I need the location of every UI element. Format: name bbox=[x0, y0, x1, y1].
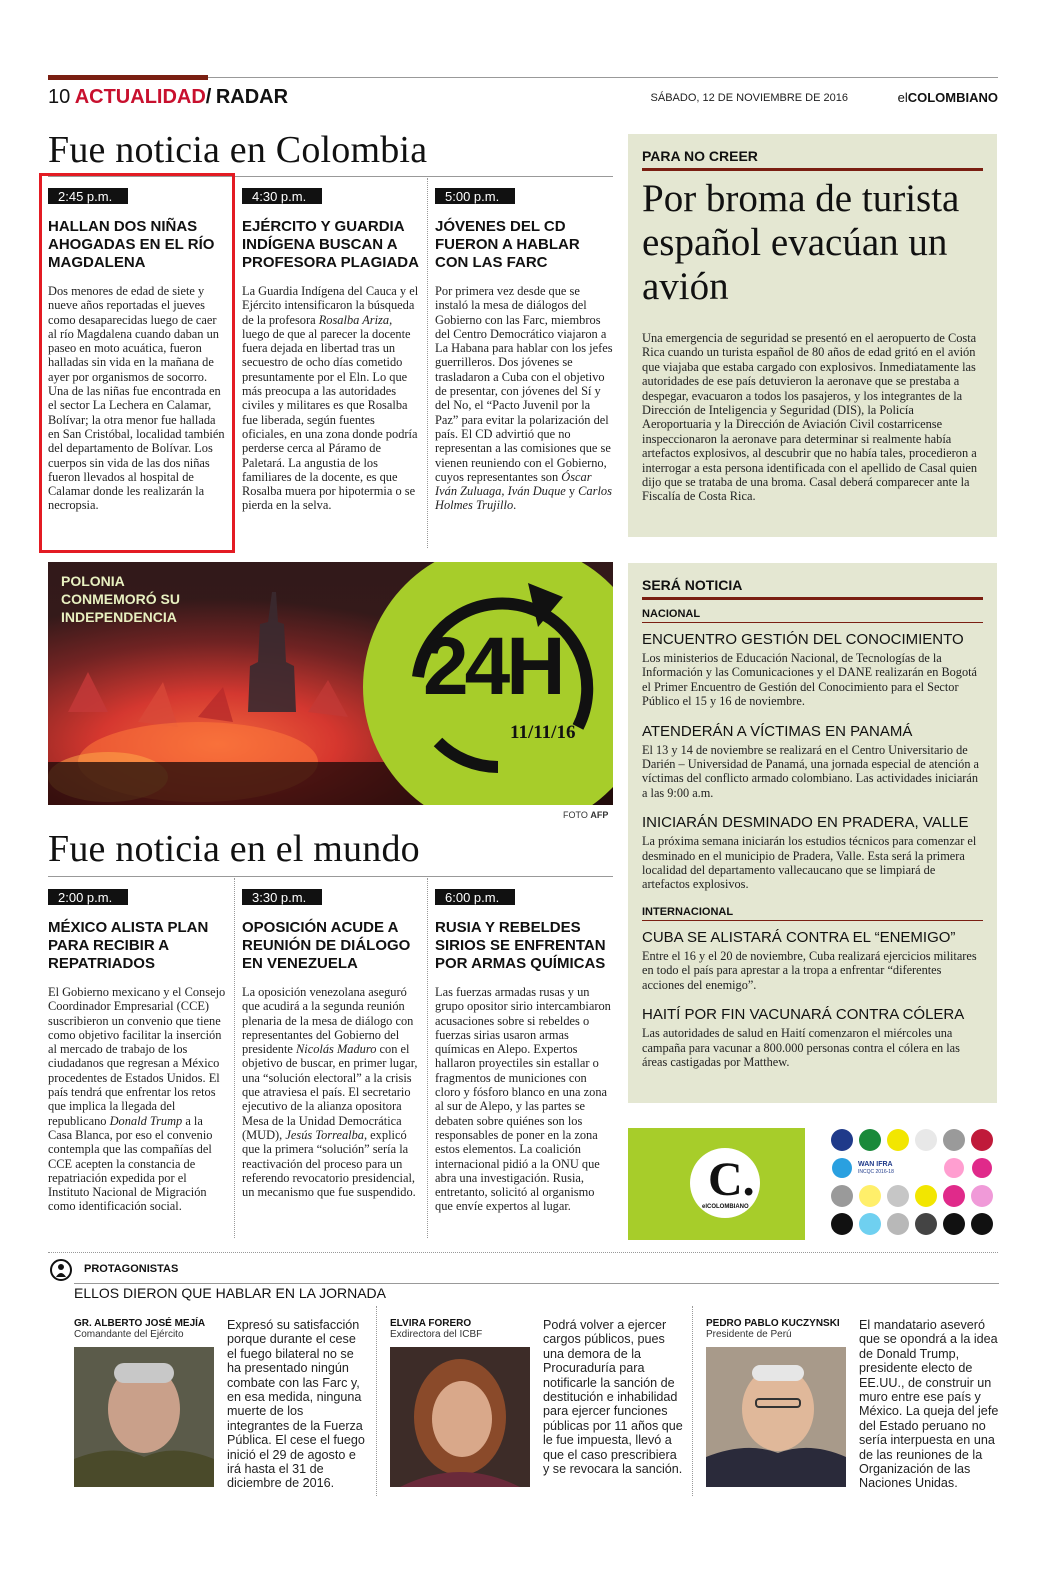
para-no-creer-label: PARA NO CREER bbox=[642, 148, 758, 164]
person-name: Jesús Torrealba bbox=[285, 1127, 364, 1142]
agenda-body: El 13 y 14 de noviembre se realizará en el Centro Universitario de Darién – Universidad de Panamá, una jornada especial de atención a víctimas del conflicto armado colombiano. Las actividades iniciarán a las 9:00 a.m. bbox=[642, 742, 979, 800]
protagonist-1[interactable] bbox=[74, 1318, 219, 1340]
logo-letter: C. bbox=[708, 1153, 755, 1206]
story-body: Las fuerzas armadas rusas y un grupo opositor sirio intercambiaron acusaciones sobre si rebeldes o fuerzas sirias usaron armas químicas en Alepo. Expertos hallaron proyectiles sin estallar o fragmentos de municiones con cloro y fósforo blanco en una zona al sur de Alepo, y las partes se debaten sobre quiénes son los responsables de poner en la zona estos elementos. La coalición internacional pidió a la ONU que abra una investigación. Rusia, entretanto, solicitó al organismo que envíe expertos al lugar. bbox=[435, 985, 611, 1214]
sera-noticia-label: SERÁ NOTICIA bbox=[642, 577, 743, 593]
brand-logo[interactable]: elCOLOMBIANO bbox=[897, 90, 998, 105]
story-body: La Guardia Indígena del Cauca y el Ejército intensificaron la búsqueda de la profesora Rosalba Ariza, luego de que al parecer la docente fuera dejada en libertad tras un secuestro de ocho días cometido presuntamente por el Eln. Lo que más preocupa a las autoridades civiles y militares es que Rosalba fue liberada, según fuentes oficiales, en una zona donde podría perderse cerca al Páramo de Paletará. La angustia de los familiares de la docente, es que Rosalba muera por hipotermia o se pierda en la selva. bbox=[242, 284, 419, 513]
colombia-story-2[interactable] bbox=[242, 188, 420, 513]
agenda-item[interactable] bbox=[642, 631, 983, 709]
agenda-headline[interactable]: INICIARÁN DESMINADO EN PRADERA, VALLE bbox=[642, 814, 969, 832]
time-strip bbox=[435, 889, 613, 907]
color-calibration-bar bbox=[828, 1128, 998, 1240]
person-icon bbox=[50, 1259, 72, 1281]
protagonist-name[interactable]: ELVIRA FORERO bbox=[390, 1318, 472, 1329]
protagonistas-rule bbox=[74, 1283, 999, 1284]
story-headline[interactable]: JÓVENES DEL CD FUERON A HABLAR CON LAS FARC bbox=[435, 218, 580, 271]
cmyk-dots-icon bbox=[828, 1128, 998, 1240]
badge-date: 11/11/16 bbox=[510, 722, 576, 743]
label-rule bbox=[642, 168, 983, 171]
mundo-story-3[interactable] bbox=[435, 889, 613, 1214]
agenda-body: Los ministerios de Educación Nacional, de Tecnologías de la Información y las Comunicaciones y el DANE realizarán en Bogotá el Primer Encuentro de Gestión del Conocimiento para el Sector Público el 15 y 16 de noviembre. bbox=[642, 651, 977, 709]
mundo-story-1[interactable] bbox=[48, 889, 228, 1214]
24h-badge: 24H bbox=[423, 621, 562, 712]
protagonist-role: Presidente de Perú bbox=[706, 1329, 792, 1340]
protagonistas-top-rule bbox=[48, 1252, 998, 1253]
agenda-item[interactable] bbox=[642, 723, 983, 801]
protagonist-role: Exdirectora del ICBF bbox=[390, 1329, 483, 1340]
protagonist-quote: El mandatario aseveró que se opondrá a la idea de Donald Trump, presidente electo de EE.UU., de construir un muro entre ese país y México. La queja del jefe del Estado peruano no sería interpuesta en una de las reuniones de la Organización de las Naciones Unidas. bbox=[859, 1318, 999, 1491]
page-number: 10 bbox=[48, 86, 71, 108]
agenda-item[interactable] bbox=[642, 814, 983, 892]
person-name: Rosalba Ariza bbox=[318, 312, 390, 327]
story-body: La oposición venezolana aseguró que acudirá a la segunda reunión plenaria de la mesa de diálogo con representantes del Gobierno del presidente Nicolás Maduro con el objetivo de buscar, en primer lugar, una “solución electoral” a la crisis que atraviesa el país. El secretario ejecutivo de la alianza opositora Mesa de la Unidad Democrática (MUD), Jesús Torrealba, explicó que la primera “solución” sería la reactivación del proceso para un referendo revocatorio presidencial, un mecanismo que fue suspendido. bbox=[242, 985, 418, 1200]
portrait-general-image bbox=[74, 1347, 214, 1487]
logo-small-text: elCOLOMBIANO bbox=[702, 1204, 749, 1210]
column-divider bbox=[376, 1306, 377, 1496]
story-headline[interactable]: MÉXICO ALISTA PLAN PARA RECIBIR A REPATRIADOS bbox=[48, 919, 209, 972]
mundo-rule bbox=[48, 876, 613, 877]
agenda-headline[interactable]: HAITÍ POR FIN VACUNARÁ CONTRA CÓLERA bbox=[642, 1006, 965, 1024]
photo-credit: FOTO AFP bbox=[563, 810, 609, 820]
column-divider bbox=[234, 878, 235, 1238]
story-time: 2:00 p.m. bbox=[48, 889, 128, 905]
issue-date: SÁBADO, 12 DE NOVIEMBRE DE 2016 bbox=[650, 92, 848, 104]
sera-noticia-box bbox=[628, 563, 997, 1103]
protagonist-role: Comandante del Ejército bbox=[74, 1329, 184, 1340]
agenda-body: Las autoridades de salud en Haití comenzaron el miércoles una campaña para vacunar a 800.000 personas contra el cólera en las áreas castigadas por Matthew. bbox=[642, 1026, 960, 1069]
colombia-story-3[interactable] bbox=[435, 188, 613, 513]
para-no-creer-title[interactable]: Por broma de turista español evacúan un avión bbox=[642, 177, 960, 308]
story-time: 6:00 p.m. bbox=[435, 889, 515, 905]
protagonistas-label: PROTAGONISTAS bbox=[84, 1263, 179, 1275]
person-name: Carlos Holmes Trujillo bbox=[435, 484, 612, 513]
story-time: 3:30 p.m. bbox=[242, 889, 322, 905]
person-name: Nicolás Maduro bbox=[296, 1042, 377, 1057]
story-time: 2:45 p.m. bbox=[48, 188, 128, 204]
story-headline[interactable]: RUSIA Y REBELDES SIRIOS SE ENFRENTAN POR ARMAS QUÍMICAS bbox=[435, 919, 606, 972]
top-rule bbox=[48, 77, 998, 78]
protagonist-2[interactable] bbox=[390, 1318, 535, 1340]
portrait-president-image bbox=[706, 1347, 846, 1487]
protagonist-quote: Podrá volver a ejercer cargos públicos, pues una demora de la Procuraduría para notificarle la sanción de destitución e inhabilidad para ejercer funciones públicas por 11 años que le fue impuesta, llevó a que el caso prescribiera y se revocara la sanción. bbox=[543, 1318, 683, 1477]
agenda-item[interactable] bbox=[642, 929, 983, 992]
agenda-headline[interactable]: ENCUENTRO GESTIÓN DEL CONOCIMIENTO bbox=[642, 631, 964, 648]
section-separator: / bbox=[205, 86, 212, 108]
agenda-body: Entre el 16 y el 20 de noviembre, Cuba realizará ejercicios militares en todo el país para aprestar a la tropa a enfrentar “diferentes acciones del enemigo”. bbox=[642, 948, 977, 992]
polonia-photo[interactable] bbox=[48, 562, 613, 805]
story-headline[interactable]: OPOSICIÓN ACUDE A REUNIÓN DE DIÁLOGO EN VENEZUELA bbox=[242, 919, 411, 972]
story-body: El Gobierno mexicano y el Consejo Coordinador Empresarial (CCE) suscribieron un convenio que tiene como objetivo facilitar la inserción al mercado de trabajo de los ciudadanos que regresan a México procedentes de Estados Unidos. El país tendrá que enfrentar los retos que implica la llegada del republicano Donald Trump a la Casa Blanca, por eso el convenio contempla que las compañías del CCE acepten la constancia de repatriación expedida por el Instituto Nacional de Migración como identificación social. bbox=[48, 985, 226, 1214]
subsection-name[interactable]: RADAR bbox=[215, 86, 289, 108]
nacional-label: NACIONAL bbox=[642, 608, 983, 623]
internacional-label: INTERNACIONAL bbox=[642, 906, 983, 921]
column-divider bbox=[427, 878, 428, 1238]
time-strip bbox=[242, 188, 420, 206]
story-headline[interactable]: EJÉRCITO Y GUARDIA INDÍGENA BUSCAN A PROFESORA PLAGIADA bbox=[242, 218, 419, 271]
agenda-headline[interactable]: CUBA SE ALISTARÁ CONTRA EL “ENEMIGO” bbox=[642, 928, 956, 946]
protagonist-name[interactable]: PEDRO PABLO KUCZYNSKI bbox=[706, 1318, 840, 1329]
section-name[interactable]: ACTUALIDAD bbox=[74, 86, 206, 108]
agenda-body: La próxima semana iniciarán los estudios técnicos para comenzar el desminado en el municipio de Pradera, Valle. Esta será la primera localidad del departamento vallecaucano que se limpiará de artefactos explosivos. bbox=[642, 834, 977, 892]
agenda-item[interactable] bbox=[642, 1006, 983, 1069]
protagonist-quote: Expresó su satisfacción porque durante el cese el fuego bilateral no se ha presentado ningún combate con las Farc y, en esa medida, ninguna muerte de los integrantes de la Fuerza Pública. El cese el fuego inició el 29 de agosto e irá hasta el 31 de diciembre de 2016. bbox=[227, 1318, 365, 1491]
story-headline[interactable]: HALLAN DOS NIÑAS AHOGADAS EN EL RÍO MAGDALENA bbox=[48, 218, 215, 271]
label-rule bbox=[642, 597, 983, 600]
column-divider bbox=[427, 178, 428, 548]
story-time: 4:30 p.m. bbox=[242, 188, 322, 204]
protagonist-photo-1 bbox=[74, 1347, 214, 1487]
wan-ifra-mark: WAN IFRA INCQC 2016-18 bbox=[858, 1161, 894, 1175]
page-header bbox=[48, 86, 998, 114]
brand-logo-box[interactable] bbox=[628, 1128, 805, 1240]
column-divider bbox=[692, 1306, 693, 1496]
protagonistas-subtitle: ELLOS DIERON QUE HABLAR EN LA JORNADA bbox=[74, 1285, 386, 1301]
mundo-story-2[interactable] bbox=[242, 889, 420, 1199]
protagonist-3[interactable] bbox=[706, 1318, 851, 1340]
para-no-creer-body: Una emergencia de seguridad se presentó en el aeropuerto de Costa Rica cuando un turista español de 80 años de edad gritó en el avión que viajaba que estaba cargado con explosivos. Inmediatamente las autoridades de ese país detuvieron la aeronave que se prestaba a despegar, evacuaron a todos los pasajeros, y los integrantes de la Dirección de Inteligencia y Seguridad (DIS), la Policía Aeroportuaria y la Dirección de Aviación Civil costarricense inspeccionaron la aeronave para determinar si realmente había artefactos explosivos, al descubrir que no había tales, procedieron a interrogar a esta persona identificada con el apellido de Casal quien dijo que se trataba de una broma. Casal deberá comparecer ante la Fiscalía de Costa Rica. bbox=[642, 331, 978, 504]
colombia-title: Fue noticia en Colombia bbox=[48, 129, 428, 171]
story-body: Dos menores de edad de siete y nueve años reportadas el jueves como desaparecidas luego de caer al río Magdalena cuando daban un paseo en moto acuática, fueron halladas sin vida en la mañana de ayer por organismos de socorro. Una de las niñas fue encontrada en el sector La Lechera en Calamar, Bolívar; la otra menor fue hallada en San Cristóbal, localidad también del departamento de Bolívar. Los cuerpos sin vida de las dos niñas fueron llevados al hospital de Calamar donde les realizarán la necropsia. bbox=[48, 284, 225, 513]
story-body: Por primera vez desde que se instaló la mesa de diálogos del Gobierno con las Farc, miembros del Centro Democrático viajaron a La Habana para hablar con los jefes guerrilleros. Dos jóvenes se trasladaron a Cuba con el objetivo de presentar, con jóvenes del Sí y del No, el “Pacto Juvenil por la Paz” para evitar la polarización del país. El CD advirtió que no representan a las comisiones que se vienen reuniendo con el Gobierno, cuyos representantes son Óscar Iván Zuluaga, Iván Duque y Carlos Holmes Trujillo. bbox=[435, 284, 613, 513]
highlight-frame bbox=[39, 173, 235, 553]
agenda-headline[interactable]: ATENDERÁN A VÍCTIMAS EN PANAMÁ bbox=[642, 722, 913, 740]
mundo-title: Fue noticia en el mundo bbox=[48, 828, 420, 870]
time-strip bbox=[435, 188, 613, 206]
protagonist-photo-2 bbox=[390, 1347, 530, 1487]
story-time: 5:00 p.m. bbox=[435, 188, 515, 204]
para-no-creer-box[interactable] bbox=[628, 134, 997, 537]
person-name: Donald Trump bbox=[109, 1113, 183, 1128]
portrait-woman-image bbox=[390, 1347, 530, 1487]
photo-caption: POLONIA CONMEMORÓ SU INDEPENDENCIA bbox=[61, 573, 180, 625]
protagonist-photo-3 bbox=[706, 1347, 846, 1487]
person-names: Óscar Iván Zuluaga, Iván Duque bbox=[435, 469, 592, 499]
time-strip bbox=[48, 889, 228, 907]
time-strip bbox=[242, 889, 420, 907]
protagonist-name[interactable]: GR. ALBERTO JOSÉ MEJÍA bbox=[74, 1318, 206, 1329]
